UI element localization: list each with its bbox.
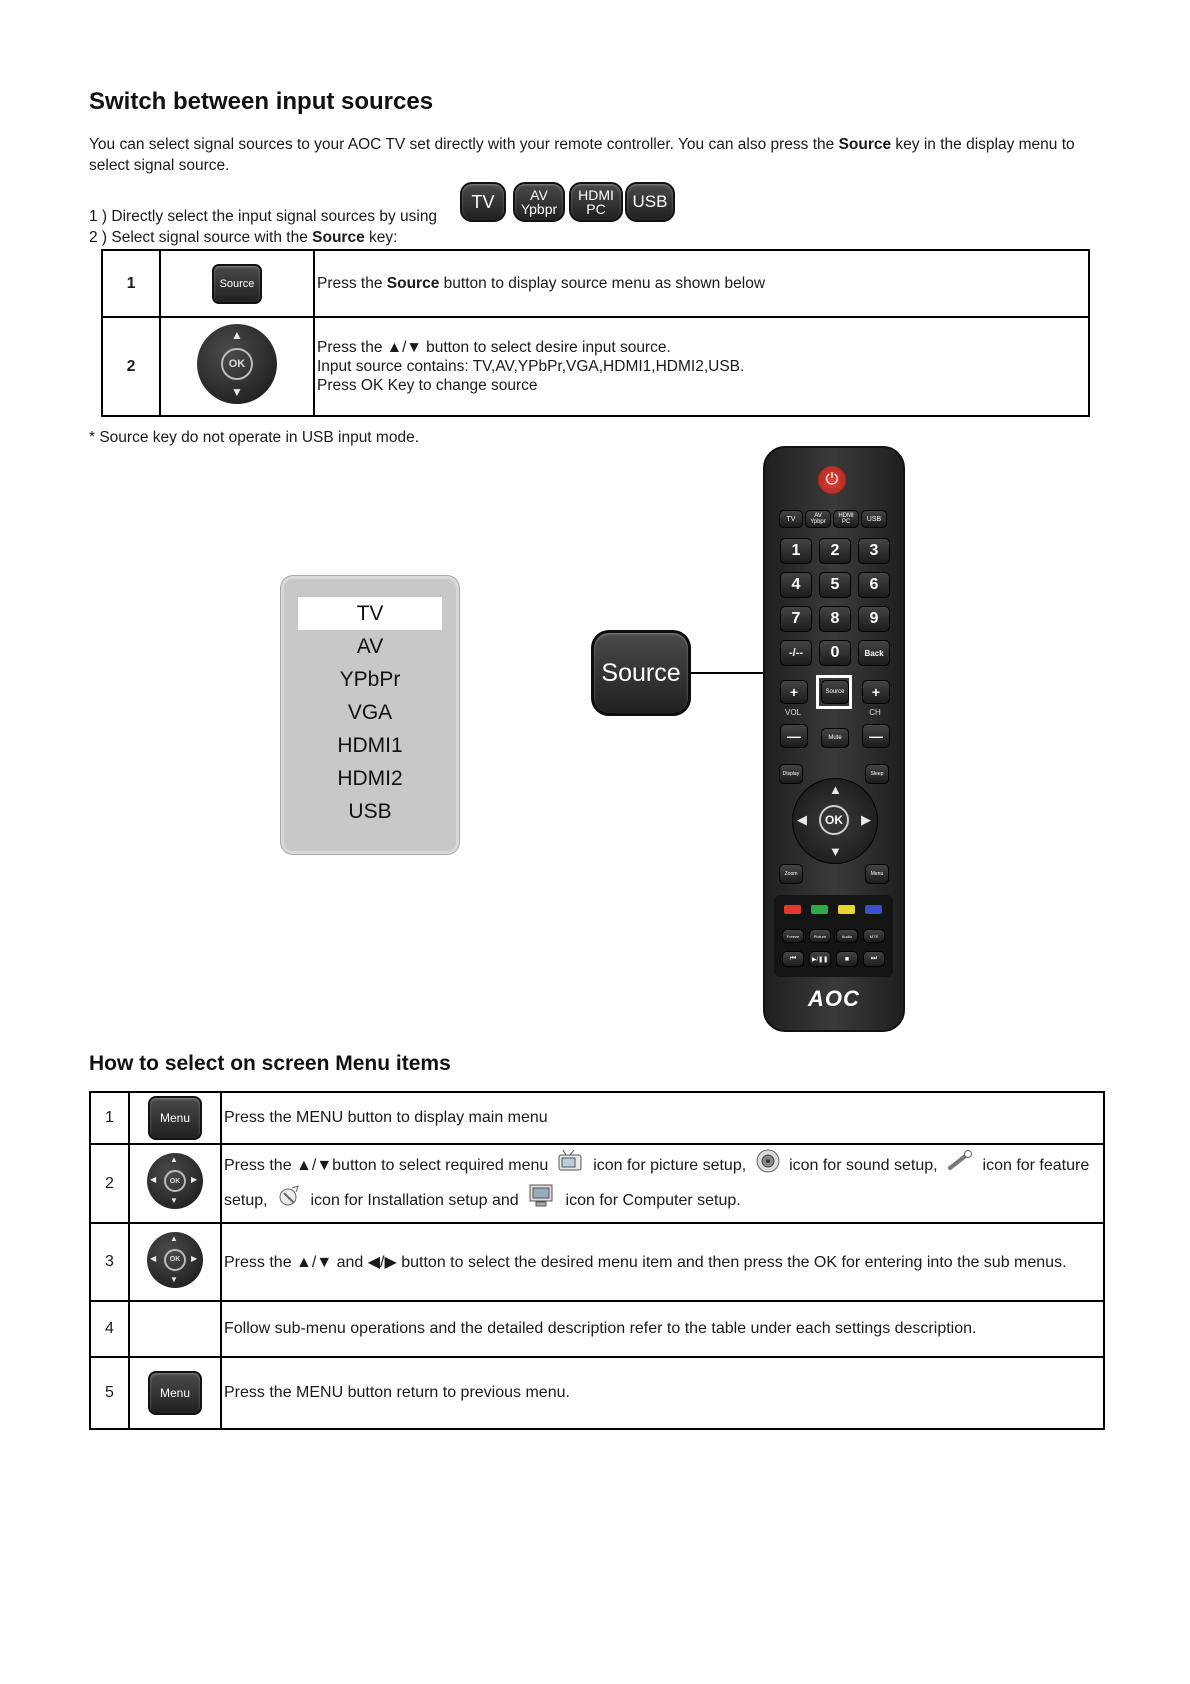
remote-key-8[interactable]: 8 [819,606,851,632]
sound-setup-icon [755,1149,781,1183]
source-menu-panel [281,576,459,854]
row-2-text-6: icon for Computer setup. [565,1191,741,1209]
av-label: AV [530,187,548,203]
left-arrow-icon: ◀ [150,1253,157,1263]
source-callout-button: Source [591,630,691,716]
source-button-cell [160,250,314,317]
intro-text-end: key in the display menu to select signal source. [89,136,1075,174]
row-2-line-2: Input source contains: TV,AV,YPbPr,VGA,HDMI1,HDMI2,USB. [317,358,745,375]
row-number: 4 [90,1301,129,1357]
dpad-cell [160,317,314,416]
right-arrow-icon: ▶ [191,1253,198,1263]
remote-key-audio[interactable]: Audio [836,929,858,943]
remote-key-mts[interactable]: MTS [863,929,885,943]
blue-key[interactable] [865,905,882,914]
row-2-text-1: Press the ▲/▼button to select required menu [224,1156,549,1174]
table-row [90,1092,1104,1144]
row-description: Follow sub-menu operations and the detailed description refer to the table under each settings description. [221,1301,1104,1357]
intro-text: You can select signal sources to your AOC TV set directly with your remote controller. You can also press the [89,136,839,153]
aoc-logo: AOC [808,986,860,1011]
empty-icon-cell [129,1301,221,1357]
remote-ok-button[interactable]: OK [819,805,849,835]
step-2-post: key: [364,229,398,246]
row-number: 5 [90,1357,129,1429]
remote-up-arrow-icon[interactable]: ▲ [829,782,842,797]
remote-key-zoom[interactable]: Zoom [779,864,803,884]
table-row [102,250,1089,317]
source-option-hdmi2[interactable]: HDMI2 [337,767,403,790]
step-2-pre: 2 ) Select signal source with the [89,229,313,246]
intro-paragraph [89,134,1109,176]
table-row [102,317,1089,416]
remote-key-freeze[interactable]: Freeze [782,929,804,943]
menu-steps-table [89,1091,1105,1430]
vol-up-button[interactable]: + [780,680,808,704]
power-button[interactable]: ⏻ [818,466,846,494]
source-option-hdmi1[interactable]: HDMI1 [337,734,403,757]
menu-button-icon: Menu [148,1371,202,1415]
row-2-text-5: icon for Installation setup and [310,1191,519,1209]
table-row [90,1144,1104,1223]
vol-label: VOL [784,708,801,717]
menu-button-cell [129,1357,221,1429]
row-2-text-2: icon for picture setup, [593,1156,747,1174]
remote-right-arrow-icon[interactable]: ▶ [861,812,871,827]
section-title-input-sources: Switch between input sources [89,88,434,115]
row-description: Press the ▲/▼ and ◀/▶ button to select the desired menu item and then press the OK for entering into the sub menus. [221,1223,1104,1301]
down-arrow-icon: ▼ [231,385,243,399]
right-arrow-icon: ▶ [191,1175,198,1184]
remote-key-0[interactable]: 0 [819,640,851,666]
installation-setup-icon [276,1184,302,1218]
stop-icon[interactable]: ■ [836,951,858,967]
row-2-text-4: icon for feature setup, [224,1156,1090,1209]
remote-key-1[interactable]: 1 [780,538,812,564]
ch-up-button[interactable]: + [862,680,890,704]
remote-key-av[interactable]: AV Ypbpr [805,510,831,528]
remote-key-menu[interactable]: Menu [865,864,889,884]
section-title-menu-items: How to select on screen Menu items [89,1052,451,1075]
row-number: 3 [90,1223,129,1301]
remote-key-mute[interactable]: Mute [821,728,849,748]
remote-key-sleep[interactable]: Sleep [865,764,889,784]
intro-bold-source: Source [838,136,892,153]
remote-key-tv[interactable]: TV [779,510,803,528]
row-1-bold: Source [386,274,440,292]
step-2-text [89,227,397,248]
remote-key-usb[interactable]: USB [861,510,887,528]
source-option-vga[interactable]: VGA [347,701,393,724]
computer-setup-icon [527,1183,557,1219]
tv-source-key: TV [460,182,506,222]
ch-label: CH [869,708,881,717]
row-description: Press the MENU button to display main menu [221,1092,1104,1144]
row-2-text-3: icon for sound setup, [789,1156,938,1174]
ok-key: OK [164,1170,186,1192]
vol-down-button[interactable]: — [780,724,808,748]
row-description [221,1144,1104,1223]
pc-label: PC [586,201,606,217]
source-option-tv[interactable]: TV [298,597,442,630]
remote-down-arrow-icon[interactable]: ▼ [829,844,842,859]
dpad-icon [197,324,277,404]
source-steps-table [101,249,1090,417]
dpad-cell [129,1144,221,1223]
remote-dpad[interactable] [792,778,878,864]
dpad-icon [147,1153,203,1209]
row-number: 1 [102,250,160,317]
row-description: Press the MENU button return to previous menu. [221,1357,1104,1429]
row-number: 2 [102,317,160,416]
up-arrow-icon: ▲ [170,1155,178,1164]
remote-key-4[interactable]: 4 [780,572,812,598]
feature-setup-icon [946,1150,974,1182]
remote-key-picture[interactable]: Picture [809,929,831,943]
remote-key-display[interactable]: Display [779,764,803,784]
table-row [90,1223,1104,1301]
green-key[interactable] [811,905,828,914]
down-arrow-icon: ▼ [170,1274,178,1284]
row-2-description [314,317,1089,416]
remote-left-arrow-icon[interactable]: ◀ [797,812,807,827]
hdmi-label: HDMI [578,187,614,203]
source-option-usb[interactable]: USB [348,800,392,823]
row-number: 2 [90,1144,129,1223]
remote-key-6[interactable]: 6 [858,572,890,598]
table-row [90,1357,1104,1429]
remote-key-back[interactable]: Back [858,640,890,666]
picture-setup-icon [557,1150,585,1182]
hdmi-pc-source-key [569,182,623,222]
menu-button-cell [129,1092,221,1144]
remote-bottom-panel [774,895,893,977]
source-button-icon: Source [212,264,262,304]
remote-key-7[interactable]: 7 [780,606,812,632]
red-key[interactable] [784,905,801,914]
remote-key-source[interactable]: Source [821,680,849,704]
row-number: 1 [90,1092,129,1144]
yellow-key[interactable] [838,905,855,914]
source-option-av[interactable]: AV [356,635,384,658]
row-1-description [314,250,1089,317]
next-track-icon[interactable]: ⏭ [863,951,885,967]
play-pause-icon[interactable]: ▶/❚❚ [809,951,831,967]
step-2-bold: Source [312,229,365,246]
prev-track-icon[interactable]: ⏮ [782,951,804,967]
remote-control [763,446,905,1032]
usb-source-key: USB [625,182,675,222]
ypbpr-label: Ypbpr [520,201,558,217]
remote-key-dash[interactable]: -/-- [780,640,812,666]
remote-key-hdmi[interactable]: HDMI PC [833,510,859,528]
row-2-line-3: Press OK Key to change source [317,377,538,394]
av-ypbpr-source-key [513,182,565,222]
dpad-icon [147,1232,203,1288]
ok-key: OK [221,348,253,380]
dpad-cell [129,1223,221,1301]
table-row [90,1301,1104,1357]
row-1-pre: Press the [317,274,387,292]
row-2-line-1: Press the ▲/▼ button to select desire input source. [317,339,671,356]
remote-key-9[interactable]: 9 [858,606,890,632]
up-arrow-icon: ▲ [170,1233,178,1243]
ok-key: OK [164,1249,186,1271]
ch-down-button[interactable]: — [862,724,890,748]
remote-key-2[interactable]: 2 [819,538,851,564]
row-1-post: button to display source menu as shown below [439,274,766,292]
usb-note: * Source key do not operate in USB input mode. [89,429,420,446]
up-arrow-icon: ▲ [231,328,243,342]
remote-key-5[interactable]: 5 [819,572,851,598]
menu-button-icon: Menu [148,1096,202,1140]
step-1-text: 1 ) Directly select the input signal sources by using [89,208,438,225]
source-option-ypbpr[interactable]: YPbPr [339,668,401,691]
left-arrow-icon: ◀ [150,1175,157,1184]
remote-key-3[interactable]: 3 [858,538,890,564]
down-arrow-icon: ▼ [170,1196,178,1205]
